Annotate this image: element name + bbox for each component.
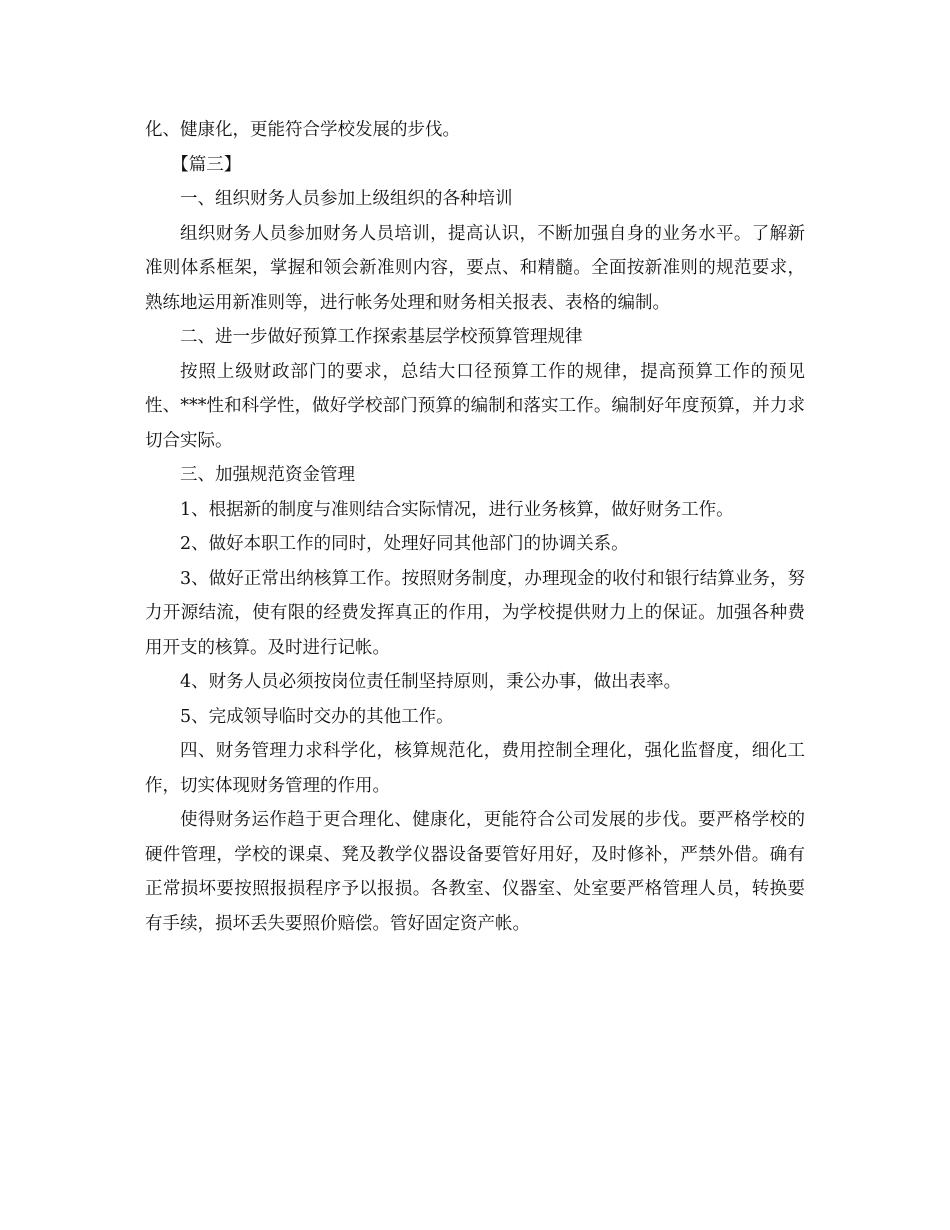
list-item-3: 3、做好正常出纳核算工作。按照财务制度，办理现金的收付和银行结算业务，努力开源结流，使有限的经费发挥真正的作用，为学校提供财力上的保证。加强各种费用开支的核算。及时进行记帐。 (145, 568, 805, 658)
section-heading-1: 一、组织财务人员参加上级组织的各种培训 (180, 189, 513, 209)
list-item-1: 1、根据新的制度与准则结合实际情况，进行业务核算，做好财务工作。 (180, 499, 734, 520)
list-item-5: 5、完成领导临时交办的其他工作。 (180, 706, 454, 727)
section-heading-3: 三、加强规范资金管理 (180, 465, 355, 485)
section-heading-4: 四、财务管理力求科学化，核算规范化，费用控制全理化，强化监督度，细化工作，切实体现财务管理的作用。 (145, 741, 805, 796)
list-item-2: 2、做好本职工作的同时，处理好同其他部门的协调关系。 (180, 534, 629, 554)
list-item-4: 4、财务人员必须按岗位责任制坚持原则，秉公办事，做出表率。 (180, 672, 682, 692)
document-body (145, 113, 805, 941)
paragraph-budget: 按照上级财政部门的要求，总结大口径预算工作的规律，提高预算工作的预见性、***性和科学性，做好学校部门预算的编制和落实工作。编制好年度预算，并力求切合实际。 (145, 361, 805, 451)
section-heading-2: 二、进一步做好预算工作探索基层学校预算管理规律 (180, 327, 583, 347)
paragraph-training: 组织财务人员参加财务人员培训，提高认识，不断加强自身的业务水平。了解新准则体系框架，掌握和领会新准则内容，要点、和精髓。全面按新准则的规范要求，熟练地运用新准则等，进行帐务处理和财务相关报表、表格的编制。 (145, 223, 805, 313)
paragraph-continuation: 化、健康化，更能符合学校发展的步伐。 (145, 120, 460, 140)
paragraph-management: 使得财务运作趋于更合理化、健康化，更能符合公司发展的步伐。要严格学校的硬件管理，学校的课桌、凳及教学仪器设备要管好用好，及时修补，严禁外借。确有正常损坏要按照报损程序予以报损。各教室、仪器室、处室要严格管理人员，转换要有手续，损坏丢失要照价赔偿。管好固定资产帐。 (145, 810, 805, 934)
section-marker: 【篇三】 (171, 154, 242, 175)
